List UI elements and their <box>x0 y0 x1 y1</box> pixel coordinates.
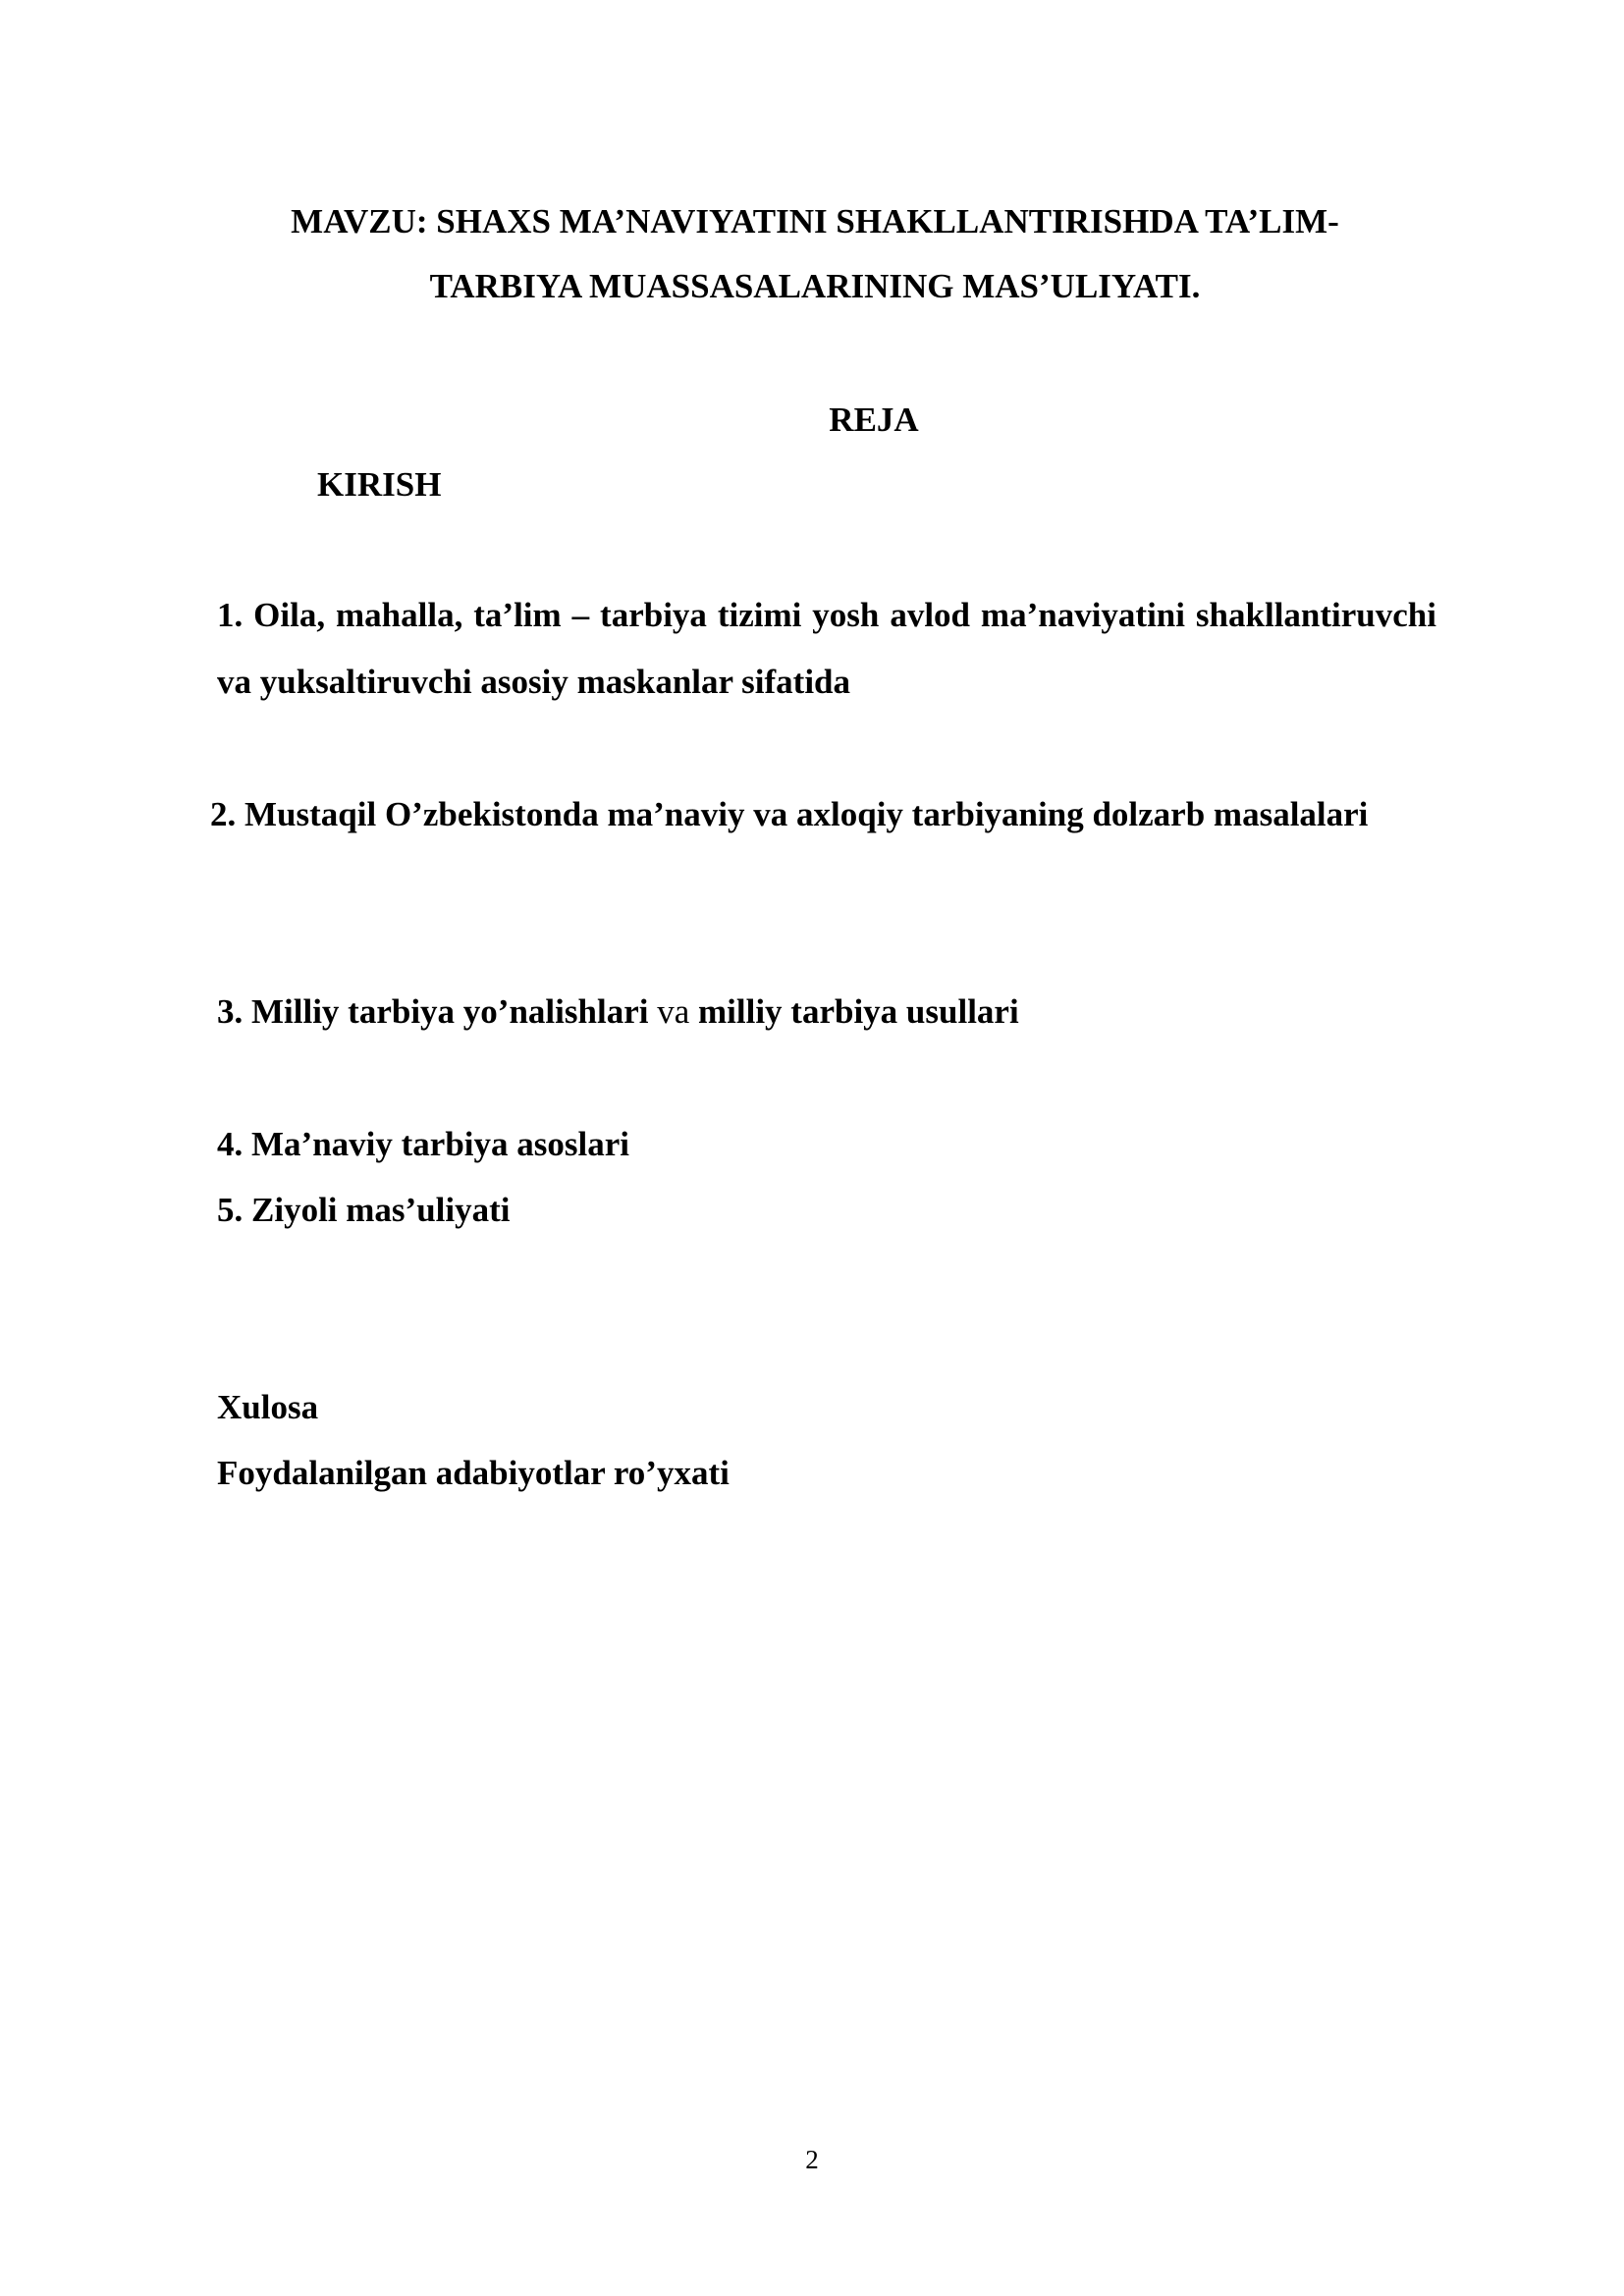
plan-item-3 <box>217 979 1019 1045</box>
plan-item-3-connector: va <box>648 992 698 1031</box>
plan-item-3-part-1: 3. Milliy tarbiya yo’nalishlari <box>217 992 649 1031</box>
plan-item-1: 1. Oila, mahalla, ta’lim – tarbiya tizimi yosh avlod ma’naviyatini shakllantiruvchi va yuksaltiruvchi asosiy maskanlar sifatida <box>217 596 1436 701</box>
plan-heading: REJA <box>829 400 919 439</box>
plan-item-4: 4. Ma’naviy tarbiya asoslari <box>217 1125 629 1163</box>
references-heading: Foydalanilgan adabiyotlar ro’yxati <box>217 1454 730 1492</box>
plan-item-3-part-3: milliy tarbiya usullari <box>698 992 1019 1031</box>
intro-heading: KIRISH <box>317 465 442 504</box>
document-title-line-2: TARBIYA MUASSASALARINING MAS’ULIYATI. <box>429 267 1201 305</box>
plan-item-5: 5. Ziyoli mas’uliyati <box>217 1191 511 1229</box>
conclusion-heading: Xulosa <box>217 1388 319 1426</box>
plan-item-2: 2. Mustaqil O’zbekistonda ma’naviy va axloqiy tarbiyaning dolzarb masalalari <box>210 795 1369 833</box>
document-title-line-1: MAVZU: SHAXS MA’NAVIYATINI SHAKLLANTIRISHDA TA’LIM- <box>291 202 1339 240</box>
page-number: 2 <box>805 2145 819 2174</box>
